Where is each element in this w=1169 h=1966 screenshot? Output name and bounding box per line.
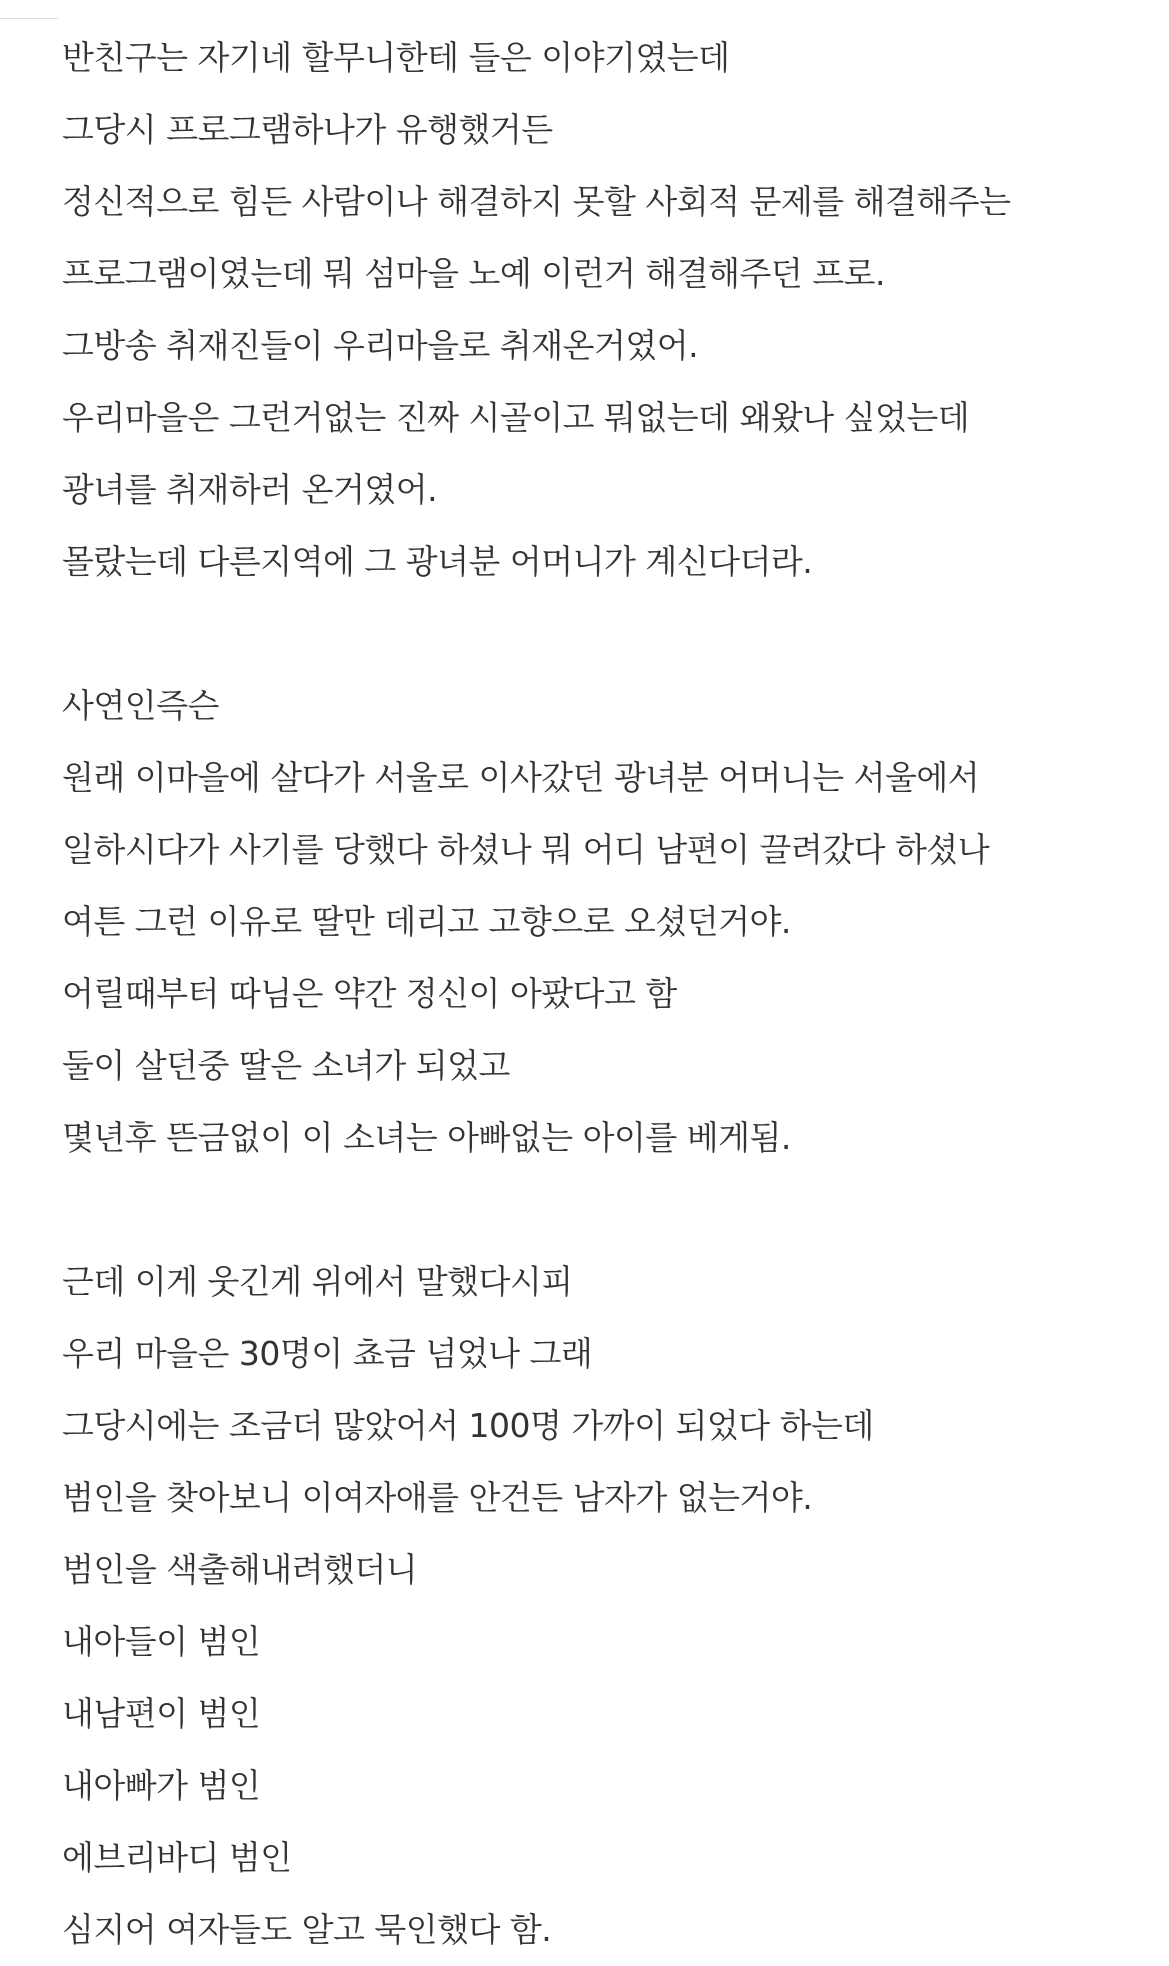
- paragraph-spacer: [62, 1174, 1142, 1246]
- text-line: 어릴때부터 따님은 약간 정신이 아팠다고 함: [62, 974, 677, 1013]
- text-line: 그방송 취재진들이 우리마을로 취재온거였어.: [62, 326, 699, 365]
- text-line: 그당시에는 조금더 많았어서 100명 가까이 되었다 하는데: [62, 1406, 874, 1445]
- text-line: 정신적으로 힘든 사람이나 해결하지 못할 사회적 문제를 해결해주는: [62, 182, 1011, 221]
- paragraph: [62, 22, 1142, 598]
- text-line: 몇년후 뜬금없이 이 소녀는 아빠없는 아이를 베게됨.: [62, 1118, 791, 1157]
- text-line: 사연인즉슨: [62, 686, 219, 725]
- text-line: 범인을 찾아보니 이여자애를 안건든 남자가 없는거야.: [62, 1478, 813, 1517]
- text-line: 우리마을은 그런거없는 진짜 시골이고 뭐없는데 왜왔나 싶었는데: [62, 398, 970, 437]
- text-line: 그당시 프로그램하나가 유행했거든: [62, 110, 553, 149]
- paragraph: [62, 670, 1142, 1174]
- text-line: 광녀를 취재하러 온거였어.: [62, 470, 438, 509]
- text-line: 프로그램이였는데 뭐 섬마을 노예 이런거 해결해주던 프로.: [62, 254, 885, 293]
- paragraph-spacer: [62, 598, 1142, 670]
- top-divider: [0, 18, 58, 19]
- text-line: 내남편이 범인: [62, 1694, 261, 1733]
- text-line: 에브리바디 범인: [62, 1838, 292, 1877]
- text-line: 내아빠가 범인: [62, 1766, 261, 1805]
- text-line: 내아들이 범인: [62, 1622, 261, 1661]
- text-line: 심지어 여자들도 알고 묵인했다 함.: [62, 1910, 552, 1949]
- article-body: [62, 22, 1142, 1966]
- text-line: 몰랐는데 다른지역에 그 광녀분 어머니가 계신다더라.: [62, 542, 813, 581]
- text-line: 근데 이게 웃긴게 위에서 말했다시피: [62, 1262, 573, 1301]
- text-line: 원래 이마을에 살다가 서울로 이사갔던 광녀분 어머니는 서울에서: [62, 758, 980, 797]
- text-line: 범인을 색출해내려했더니: [62, 1550, 418, 1589]
- text-line: 반친구는 자기네 할무니한테 들은 이야기였는데: [62, 38, 730, 77]
- text-line: 둘이 살던중 딸은 소녀가 되었고: [62, 1046, 510, 1085]
- text-line: 여튼 그런 이유로 딸만 데리고 고향으로 오셨던거야.: [62, 902, 791, 941]
- text-line: 우리 마을은 30명이 쵸금 넘었나 그래: [62, 1334, 593, 1373]
- paragraph: [62, 1246, 1142, 1966]
- text-line: 일하시다가 사기를 당했다 하셨나 뭐 어디 남편이 끌려갔다 하셨나: [62, 830, 990, 869]
